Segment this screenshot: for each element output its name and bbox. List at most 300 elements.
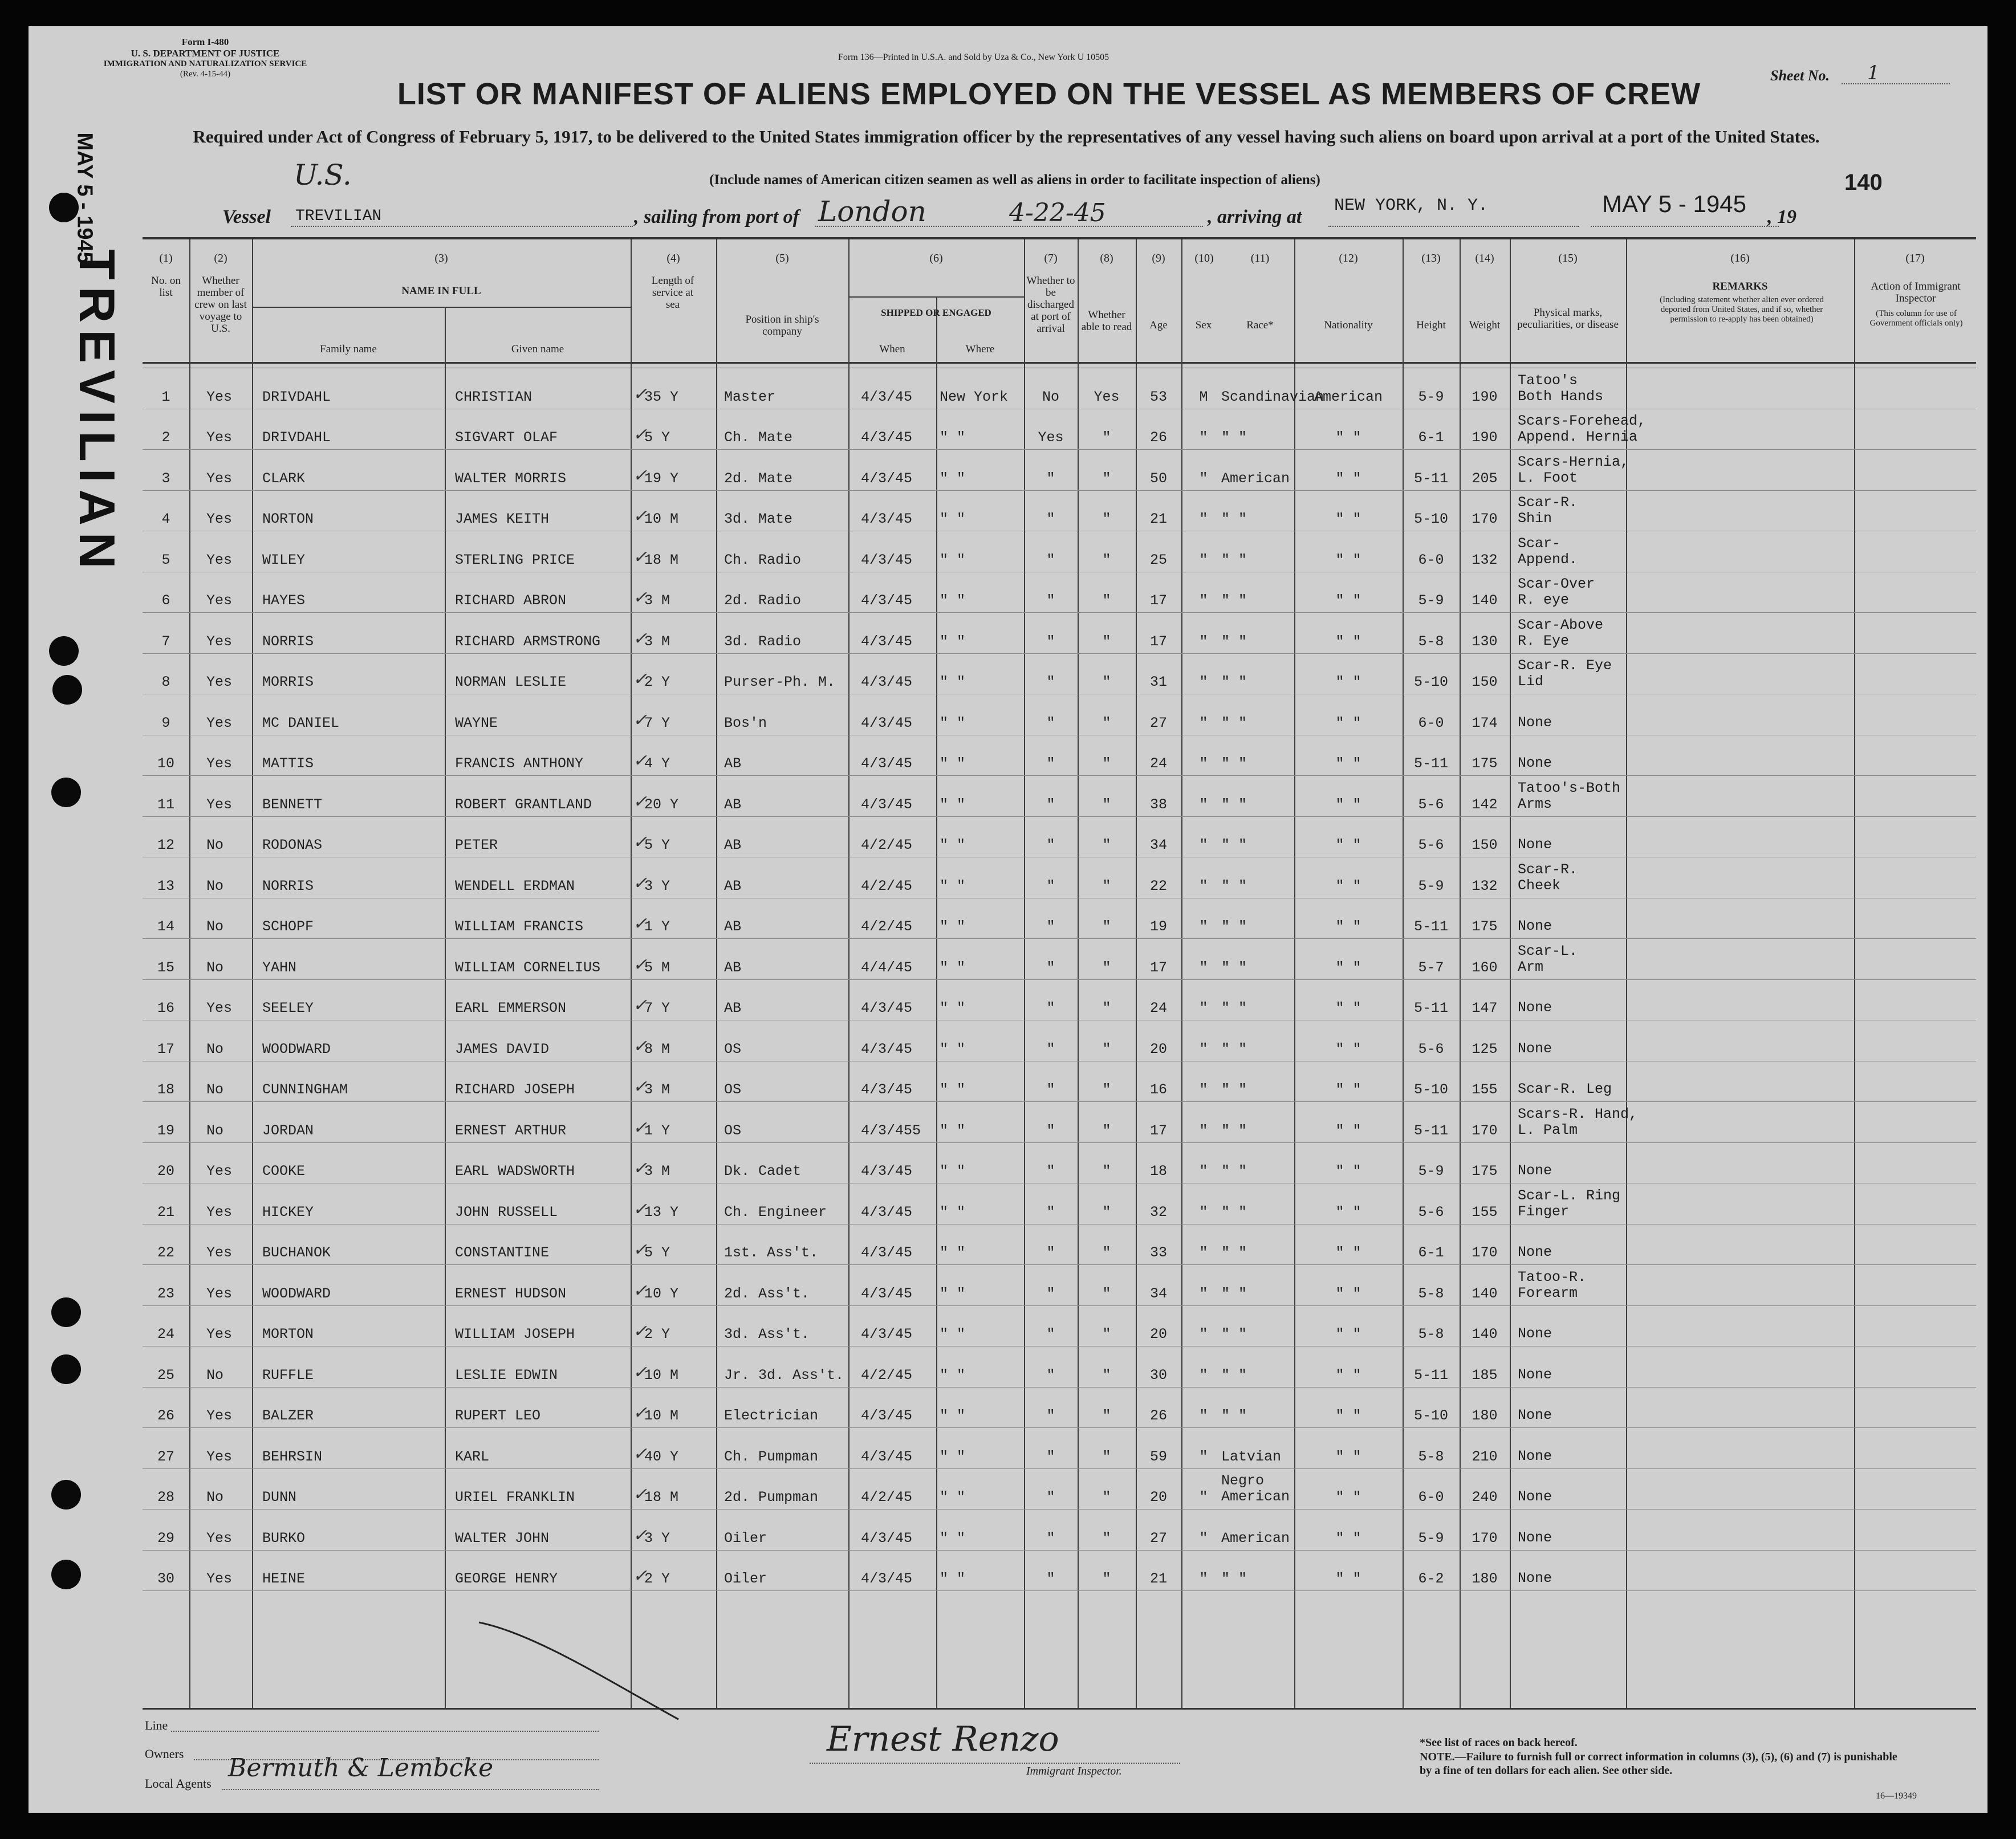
cell-discharged: ": [1046, 674, 1055, 690]
cell-weight: 175: [1472, 918, 1498, 935]
cell-marks-line: Scar-R.: [1518, 861, 1578, 878]
table-row: [143, 1143, 1976, 1184]
cell-marks-line: Append. Hernia: [1518, 429, 1638, 445]
cell-given-name: WENDELL ERDMAN: [455, 877, 575, 894]
cell-weight: 175: [1472, 1163, 1498, 1179]
cell-read: ": [1102, 714, 1111, 731]
cell-where: " ": [940, 1326, 966, 1342]
cell-marks-line: Finger: [1518, 1203, 1570, 1220]
cell-sex: ": [1199, 796, 1208, 813]
cell-marks-line: L. Palm: [1518, 1121, 1578, 1138]
cell-service: 2 Y: [644, 674, 670, 690]
col-hdr-where: Where: [965, 343, 995, 355]
table-row: [143, 1346, 1976, 1388]
cell-position: Ch. Mate: [724, 429, 793, 446]
cell-marks-line: Append.: [1518, 551, 1578, 568]
cell-no: 19: [157, 1122, 174, 1139]
cell-family-name: MORRIS: [262, 674, 314, 690]
cell-marks: [1518, 1367, 1626, 1383]
cell-nationality: " ": [1335, 592, 1361, 609]
cell-nationality: " ": [1335, 1000, 1361, 1016]
cell-no: 18: [157, 1081, 174, 1098]
cell-where: " ": [940, 796, 966, 813]
cell-race: " ": [1221, 1326, 1247, 1342]
table-row: [143, 1061, 1976, 1102]
margin-vessel-name: TREVILIAN: [69, 249, 125, 576]
cell-given-name: RICHARD JOSEPH: [455, 1081, 575, 1098]
cell-sex: ": [1199, 1000, 1208, 1016]
check-mark-icon: ✓: [633, 1321, 648, 1341]
punch-hole: [51, 1354, 81, 1384]
table-row: [143, 694, 1976, 735]
table-row: [143, 572, 1976, 613]
cell-discharged: ": [1046, 1489, 1055, 1506]
cell-discharged: ": [1046, 1000, 1055, 1016]
cell-nationality: " ": [1335, 837, 1361, 853]
table-row: [143, 1551, 1976, 1592]
cell-marks-line: None: [1518, 1162, 1552, 1179]
cell-service: 2 Y: [644, 1571, 670, 1587]
cell-sex: ": [1199, 1040, 1208, 1057]
cell-read: ": [1102, 1489, 1111, 1506]
cell-given-name: CHRISTIAN: [455, 388, 533, 405]
cell-no: 16: [157, 1000, 174, 1016]
col-num-17: (17): [1905, 252, 1925, 265]
cell-read: ": [1102, 1203, 1111, 1220]
cell-marks: [1518, 1188, 1626, 1220]
table-row: [143, 1224, 1976, 1266]
check-mark-icon: ✓: [633, 995, 648, 1015]
cell-position: 3d. Ass't.: [724, 1326, 810, 1342]
cell-age: 20: [1149, 1040, 1167, 1057]
cell-where: " ": [940, 551, 966, 568]
cell-nationality: " ": [1335, 674, 1361, 690]
cell-family-name: WOODWARD: [262, 1040, 331, 1057]
cell-read: ": [1102, 551, 1111, 568]
col-hdr-marks: Physical marks, peculiarities, or disease: [1517, 307, 1619, 331]
cell-marks-line: None: [1518, 836, 1552, 853]
cell-read: ": [1102, 796, 1111, 813]
cell-discharged: ": [1046, 1407, 1055, 1424]
cell-weight: 190: [1472, 429, 1498, 446]
cell-marks: [1518, 1081, 1626, 1097]
cell-family-name: NORRIS: [262, 877, 314, 894]
footer-line-label: Line: [145, 1718, 168, 1732]
cell-nationality: " ": [1335, 1163, 1361, 1179]
cell-marks: [1518, 918, 1626, 934]
cell-when: 4/3/45: [861, 511, 913, 527]
cell-position: Oiler: [724, 1529, 767, 1547]
cell-marks-line: Tatoo's: [1518, 372, 1578, 389]
cell-family-name: CLARK: [262, 470, 306, 487]
cell-sex: ": [1199, 633, 1208, 650]
cell-service: 1 Y: [644, 1122, 670, 1139]
cell-nationality: " ": [1335, 1203, 1361, 1220]
cell-no: 23: [157, 1285, 174, 1302]
cell-race: " ": [1221, 551, 1247, 568]
cell-prev-voyage: Yes: [206, 796, 233, 813]
cell-position: Bos'n: [724, 714, 767, 731]
cell-discharged: ": [1046, 551, 1055, 568]
cell-position: AB: [724, 918, 742, 935]
cell-marks-line: None: [1518, 1407, 1552, 1423]
cell-position: OS: [724, 1040, 742, 1057]
form-revision: (Rev. 4-15-44): [180, 70, 231, 79]
table-row: [143, 1265, 1976, 1306]
cell-marks-line: Scar-L.: [1518, 942, 1578, 959]
cell-discharged: ": [1046, 1040, 1055, 1057]
cell-read: ": [1102, 1244, 1111, 1261]
cell-race: " ": [1221, 877, 1247, 894]
col-num-8: (8): [1100, 252, 1113, 265]
cell-weight: 170: [1472, 511, 1498, 527]
table-row: [143, 980, 1976, 1021]
cell-position: Master: [724, 388, 776, 405]
cell-weight: 175: [1472, 755, 1498, 772]
cell-discharged: ": [1046, 1081, 1055, 1098]
cell-service: 3 M: [644, 1163, 670, 1179]
col-num-4: (4): [666, 252, 680, 265]
col-num-3: (3): [434, 252, 448, 265]
cell-marks: [1518, 1244, 1626, 1260]
cell-marks: [1518, 780, 1626, 812]
cell-nationality: " ": [1335, 1081, 1361, 1098]
cell-race: Scandinavian: [1221, 388, 1324, 405]
cell-nationality: " ": [1335, 1285, 1361, 1302]
cell-prev-voyage: Yes: [206, 633, 233, 650]
cell-weight: 150: [1472, 837, 1498, 853]
cell-family-name: HICKEY: [262, 1203, 314, 1220]
cell-no: 17: [157, 1040, 174, 1057]
cell-marks-line: Both Hands: [1518, 388, 1604, 405]
cell-race: " ": [1221, 633, 1247, 650]
cell-prev-voyage: No: [206, 1366, 224, 1384]
cell-read: ": [1102, 877, 1111, 894]
cell-family-name: SCHOPF: [262, 918, 314, 935]
cell-discharged: ": [1046, 1571, 1055, 1587]
cell-race: " ": [1221, 1244, 1247, 1261]
check-mark-icon: ✓: [633, 914, 648, 934]
cell-sex: ": [1199, 1163, 1208, 1179]
cell-marks: [1518, 943, 1626, 975]
cell-nationality: American: [1314, 388, 1383, 405]
sheet-label: Sheet No.: [1770, 67, 1830, 84]
table-row: [143, 1469, 1976, 1510]
cell-prev-voyage: No: [206, 959, 224, 976]
cell-given-name: FRANCIS ANTHONY: [455, 755, 584, 772]
cell-position: AB: [724, 959, 742, 976]
cell-when: 4/3/455: [861, 1122, 921, 1139]
cell-read: ": [1102, 1366, 1111, 1384]
cell-age: 22: [1149, 877, 1167, 894]
cell-discharged: ": [1046, 796, 1055, 813]
penalty-note: NOTE.—Failure to furnish full or correct information in columns (3), (5), (6) and (7) is punishable by a fine of ten dollars for each alien. See other side.: [1420, 1751, 1897, 1777]
cell-where: " ": [940, 1203, 966, 1220]
check-mark-icon: ✓: [633, 588, 648, 608]
cell-read: Yes: [1094, 388, 1120, 405]
cell-when: 4/2/45: [861, 918, 913, 935]
cell-service: 3 M: [644, 633, 670, 650]
sailing-date: 4-22-45: [1009, 198, 1106, 227]
cell-service: 10 Y: [644, 1285, 679, 1302]
cell-height: 5-11: [1413, 1122, 1448, 1139]
cell-age: 50: [1149, 470, 1167, 487]
table-row: [143, 613, 1976, 654]
cell-height: 5-8: [1418, 1448, 1444, 1465]
cell-family-name: HAYES: [262, 592, 306, 609]
check-mark-icon: ✓: [633, 384, 648, 404]
cell-weight: 174: [1472, 714, 1498, 731]
table-row: [143, 735, 1976, 776]
cell-nationality: " ": [1335, 1571, 1361, 1587]
cell-service: 40 Y: [644, 1448, 679, 1465]
cell-weight: 185: [1472, 1366, 1498, 1384]
cell-sex: ": [1199, 1203, 1208, 1220]
cell-position: 3d. Mate: [724, 511, 793, 527]
cell-no: 24: [157, 1326, 174, 1342]
col-hdr-discharged: Whether to be discharged at port of arrival: [1026, 275, 1075, 335]
cell-age: 27: [1149, 1529, 1167, 1547]
cell-nationality: " ": [1335, 551, 1361, 568]
cell-discharged: ": [1046, 1448, 1055, 1465]
cell-weight: 170: [1472, 1244, 1498, 1261]
cell-height: 5-6: [1418, 1040, 1444, 1057]
cell-service: 20 Y: [644, 796, 679, 813]
cell-race: " ": [1221, 959, 1247, 976]
cell-service: 3 M: [644, 1081, 670, 1098]
cell-when: 4/3/45: [861, 470, 913, 487]
cell-sex: ": [1199, 674, 1208, 690]
cell-service: 5 M: [644, 959, 670, 976]
cell-given-name: PETER: [455, 837, 498, 853]
cell-given-name: WALTER JOHN: [455, 1529, 550, 1547]
cell-discharged: ": [1046, 592, 1055, 609]
cell-discharged: ": [1046, 1366, 1055, 1384]
cell-family-name: JORDAN: [262, 1122, 314, 1139]
cell-marks: [1518, 1407, 1626, 1423]
cell-family-name: RUFFLE: [262, 1366, 314, 1384]
cell-nationality: " ": [1335, 959, 1361, 976]
cell-weight: 180: [1472, 1407, 1498, 1424]
cell-prev-voyage: Yes: [206, 1203, 233, 1220]
cell-family-name: BUCHANOK: [262, 1244, 331, 1261]
cell-marks-line: Scar-R. Eye: [1518, 657, 1612, 674]
cell-height: 6-0: [1418, 1489, 1444, 1506]
cell-sex: ": [1199, 1529, 1208, 1547]
cell-nationality: " ": [1335, 1529, 1361, 1547]
check-mark-icon: ✓: [633, 669, 648, 689]
cell-read: ": [1102, 511, 1111, 527]
cell-read: ": [1102, 1285, 1111, 1302]
col-hdr-prev-voyage: Whether member of crew on last voyage to U.S.: [194, 275, 247, 335]
arriving-port: NEW YORK, N. Y.: [1334, 196, 1489, 215]
cell-family-name: COOKE: [262, 1163, 306, 1179]
cell-marks-line: None: [1518, 999, 1552, 1016]
cell-read: ": [1102, 1081, 1111, 1098]
cell-marks: [1518, 617, 1626, 649]
cell-race: " ": [1221, 429, 1247, 446]
check-mark-icon: ✓: [633, 1240, 648, 1260]
cell-weight: 160: [1472, 959, 1498, 976]
cell-age: 34: [1149, 837, 1167, 853]
cell-prev-voyage: No: [206, 918, 224, 935]
cell-marks-line: Tatoo's-Both: [1518, 779, 1621, 796]
cell-sex: ": [1199, 1571, 1208, 1587]
cell-marks-line: None: [1518, 1366, 1552, 1383]
cell-no: 15: [157, 959, 174, 976]
check-mark-icon: ✓: [633, 1525, 648, 1545]
cell-weight: 170: [1472, 1529, 1498, 1547]
cell-position: Ch. Engineer: [724, 1203, 827, 1220]
cell-prev-voyage: Yes: [206, 388, 233, 405]
cell-weight: 130: [1472, 633, 1498, 650]
cell-family-name: MC DANIEL: [262, 714, 340, 731]
col-num-1: (1): [159, 252, 173, 265]
cell-nationality: " ": [1335, 429, 1361, 446]
cell-marks-line: None: [1518, 714, 1552, 731]
cell-no: 13: [157, 877, 174, 894]
col-num-15: (15): [1558, 252, 1578, 265]
cell-where: " ": [940, 1244, 966, 1261]
cell-no: 25: [157, 1366, 174, 1384]
cell-age: 33: [1149, 1244, 1167, 1261]
cell-weight: 140: [1472, 1326, 1498, 1342]
cell-marks-line: None: [1518, 1488, 1552, 1505]
cell-no: 26: [157, 1407, 174, 1424]
cell-height: 5-8: [1418, 1285, 1444, 1302]
cell-marks-line: None: [1518, 755, 1552, 771]
cell-nationality: " ": [1335, 918, 1361, 935]
cell-weight: 210: [1472, 1448, 1498, 1465]
sailing-line: [815, 226, 1203, 227]
cell-family-name: RODONAS: [262, 837, 323, 853]
cell-weight: 240: [1472, 1489, 1498, 1506]
cell-weight: 140: [1472, 1285, 1498, 1302]
punch-hole: [51, 1297, 81, 1327]
cell-where: " ": [940, 755, 966, 772]
cell-weight: 155: [1472, 1203, 1498, 1220]
col-hdr-sex: Sex: [1195, 319, 1212, 331]
cell-discharged: No: [1042, 388, 1059, 405]
col-num-14: (14): [1475, 252, 1494, 265]
cell-given-name: RICHARD ABRON: [455, 592, 567, 609]
cell-read: ": [1102, 755, 1111, 772]
cell-no: 3: [161, 470, 170, 487]
cell-marks-line: None: [1518, 1244, 1552, 1260]
cell-where: " ": [940, 877, 966, 894]
cell-position: 1st. Ass't.: [724, 1244, 819, 1261]
col-hdr-weight: Weight: [1469, 319, 1501, 331]
cell-read: ": [1102, 1326, 1111, 1342]
cell-weight: 170: [1472, 1122, 1498, 1139]
footer-owners-label: Owners: [145, 1747, 184, 1761]
cell-marks: [1518, 1449, 1626, 1464]
cell-service: 3 Y: [644, 877, 670, 894]
cell-marks: [1518, 1489, 1626, 1505]
cell-age: 18: [1149, 1163, 1167, 1179]
cell-no: 5: [161, 551, 170, 568]
cell-age: 27: [1149, 714, 1167, 731]
vessel-name: TREVILIAN: [295, 208, 382, 225]
vessel-prefix: U.S.: [294, 158, 352, 192]
cell-sex: ": [1199, 1448, 1208, 1465]
cell-sex: ": [1199, 1244, 1208, 1261]
cell-given-name: CONSTANTINE: [455, 1244, 550, 1261]
cell-height: 5-11: [1413, 918, 1448, 935]
cell-sex: ": [1199, 1407, 1208, 1424]
cell-position: 2d. Pumpman: [724, 1489, 819, 1506]
cell-family-name: BENNETT: [262, 796, 323, 813]
cell-height: 5-11: [1413, 1000, 1448, 1016]
col-num-12: (12): [1339, 252, 1358, 265]
check-mark-icon: ✓: [633, 465, 648, 486]
cell-race: " ": [1221, 592, 1247, 609]
cell-age: 17: [1149, 959, 1167, 976]
cell-height: 5-9: [1418, 388, 1444, 405]
cell-no: 22: [157, 1244, 174, 1261]
cell-read: ": [1102, 1040, 1111, 1057]
punch-hole: [52, 675, 82, 705]
cell-discharged: ": [1046, 1285, 1055, 1302]
cell-height: 6-1: [1418, 429, 1444, 446]
cell-position: 3d. Radio: [724, 633, 802, 650]
cell-height: 5-9: [1418, 1163, 1444, 1179]
cell-where: " ": [940, 1366, 966, 1384]
cell-marks: [1518, 837, 1626, 853]
name-subheader-line: [252, 307, 631, 308]
cell-given-name: WAYNE: [455, 714, 498, 731]
cell-prev-voyage: No: [206, 837, 224, 853]
footer-agents-label: Local Agents: [145, 1776, 212, 1791]
cell-no: 30: [157, 1571, 174, 1587]
cell-discharged: ": [1046, 959, 1055, 976]
cell-marks-line: Scars-Hernia,: [1518, 453, 1629, 470]
cell-where: " ": [940, 959, 966, 976]
cell-race: Negro American: [1221, 1472, 1290, 1505]
cell-race: Latvian: [1221, 1448, 1282, 1465]
cell-where: " ": [940, 1081, 966, 1098]
cell-sex: ": [1199, 470, 1208, 487]
cell-sex: ": [1199, 959, 1208, 976]
cell-height: 6-0: [1418, 551, 1444, 568]
cell-sex: M: [1199, 388, 1208, 405]
cell-position: AB: [724, 1000, 742, 1016]
cell-when: 4/3/45: [861, 714, 913, 731]
cell-discharged: ": [1046, 755, 1055, 772]
col-hdr-service: Length of service at sea: [651, 275, 694, 311]
cell-given-name: RUPERT LEO: [455, 1407, 541, 1424]
cell-marks: [1518, 1105, 1638, 1138]
cell-prev-voyage: No: [206, 1081, 224, 1098]
cell-marks-line: Arms: [1518, 795, 1552, 812]
sailing-label: , sailing from port of: [634, 206, 799, 227]
cell-service: 18 M: [644, 551, 679, 568]
cell-no: 1: [161, 388, 170, 405]
cell-service: 35 Y: [644, 388, 679, 405]
printer-note: Form 136—Printed in U.S.A. and Sold by Uza & Co., New York U 10505: [838, 52, 1109, 62]
cell-given-name: KARL: [455, 1448, 490, 1465]
col-hdr-when: When: [879, 343, 905, 355]
cell-marks-line: None: [1518, 1447, 1552, 1464]
cell-race: " ": [1221, 1203, 1247, 1220]
cell-position: Electrician: [724, 1407, 819, 1424]
cell-race: " ": [1221, 918, 1247, 935]
col-hdr-age: Age: [1149, 319, 1168, 331]
cell-service: 2 Y: [644, 1326, 670, 1342]
cell-marks-line: Scar-L. Ring: [1518, 1187, 1621, 1204]
cell-service: 8 M: [644, 1040, 670, 1057]
col-num-7: (7): [1044, 252, 1058, 265]
